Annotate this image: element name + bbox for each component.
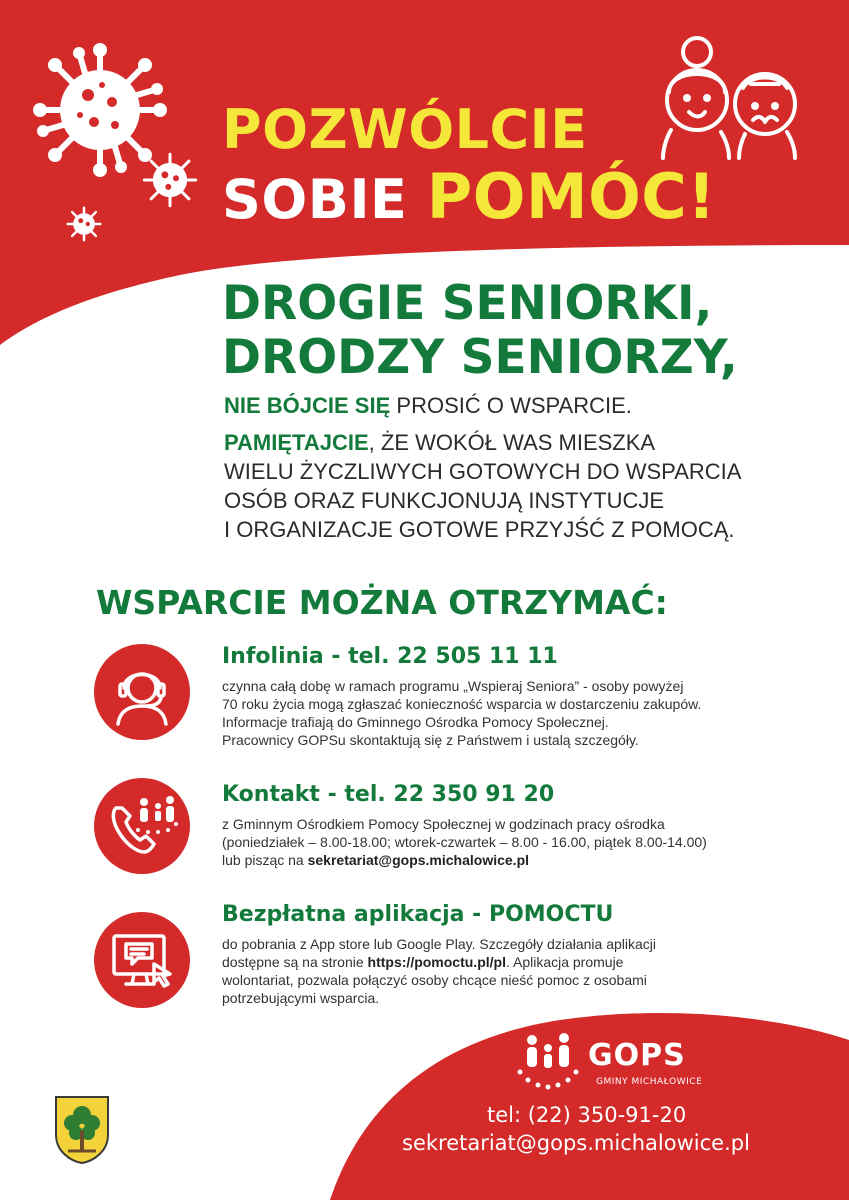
section-title-aplikacja: Bezpłatna aplikacja - POMOCTU [222, 902, 614, 927]
intro-paragraph-1 [224, 393, 632, 419]
intro-text-2b: WIELU ŻYCZLIWYCH GOTOWYCH DO WSPARCIA [224, 459, 742, 484]
phone-family-icon-circle [94, 778, 190, 874]
greeting-line-2: DRODZY SENIORZY, [222, 330, 738, 385]
intro-text-1: PROSIĆ O WSPARCIE. [390, 393, 632, 418]
headset-icon-circle [94, 644, 190, 740]
headline-part-b: POMÓC! [426, 160, 717, 233]
section-body-kontakt: z Gminnym Ośrodkiem Pomocy Społecznej w godzinach pracy ośrodka (poniedziałek – 8.00-18.00; wtorek-czwartek – 8.00 - 16.00, piątek 8.00-14.00) lub pisząc na sekretariat@gops.michalowice.pl [222, 816, 707, 868]
intro-text-2c: OSÓB ORAZ FUNKCJONUJĄ INSTYTUCJE [224, 488, 665, 513]
gops-logo-text: GOPS [588, 1038, 686, 1073]
footer-email[interactable]: sekretariat@gops.michalowice.pl [402, 1131, 750, 1155]
greeting-line-1: DROGIE SENIORKI, [222, 276, 713, 331]
gops-logo-subtitle: GMINY MICHAŁOWICE [596, 1077, 703, 1087]
support-heading: WSPARCIE MOŻNA OTRZYMAĆ: [96, 583, 668, 622]
phone-family-icon [94, 778, 190, 874]
pomoctu-link[interactable]: https://pomoctu.pl/pl [367, 954, 506, 970]
virus-icon [65, 205, 103, 243]
intro-paragraph-2 [224, 428, 741, 544]
headline-part-a: SOBIE [222, 168, 427, 231]
computer-chat-icon [94, 912, 190, 1008]
section-title-infolinia: Infolinia - tel. 22 505 11 11 [222, 644, 558, 669]
virus-icon [140, 150, 200, 210]
coat-of-arms-icon [54, 1095, 110, 1165]
headset-icon [94, 644, 190, 740]
footer-phone: tel: (22) 350-91-20 [487, 1103, 687, 1127]
computer-chat-icon-circle [94, 912, 190, 1008]
seniors-illustration-icon [655, 30, 805, 160]
headline-line-1: POZWÓLCIE [222, 98, 588, 161]
intro-bold-2: PAMIĘTAJCIE [224, 430, 369, 455]
intro-bold-1: NIE BÓJCIE SIĘ [224, 393, 391, 418]
section-body-aplikacja: do pobrania z App store lub Google Play. Szczegóły działania aplikacji dostępne są na stronie https://pomoctu.pl/pl. Aplikacja promuje wolontariat, pozwala połączyć osoby chcące nieść pomoc z osobami potrzebującymi wsparcia. [222, 936, 656, 1006]
intro-text-2d: I ORGANIZACJE GOTOWE PRZYJŚĆ Z POMOCĄ. [224, 517, 735, 542]
email-link[interactable]: sekretariat@gops.michalowice.pl [307, 852, 530, 868]
section-body-infolinia: czynna całą dobę w ramach programu „Wspieraj Seniora” - osoby powyżej 70 roku życia mogą zgłaszać konieczność wsparcia w dostarczeniu zakupów. Informacje trafiają do Gminnego Ośrodka Pomocy Społecznej. Pracownicy GOPSu skontaktują się z Państwem i ustalą szczegóły. [222, 678, 702, 748]
intro-text-2a: , ŻE WOKÓŁ WAS MIESZKA [368, 430, 656, 455]
gops-family-logo-icon [512, 1030, 584, 1092]
headline-line-2 [222, 160, 716, 233]
section-title-kontakt: Kontakt - tel. 22 350 91 20 [222, 782, 555, 807]
